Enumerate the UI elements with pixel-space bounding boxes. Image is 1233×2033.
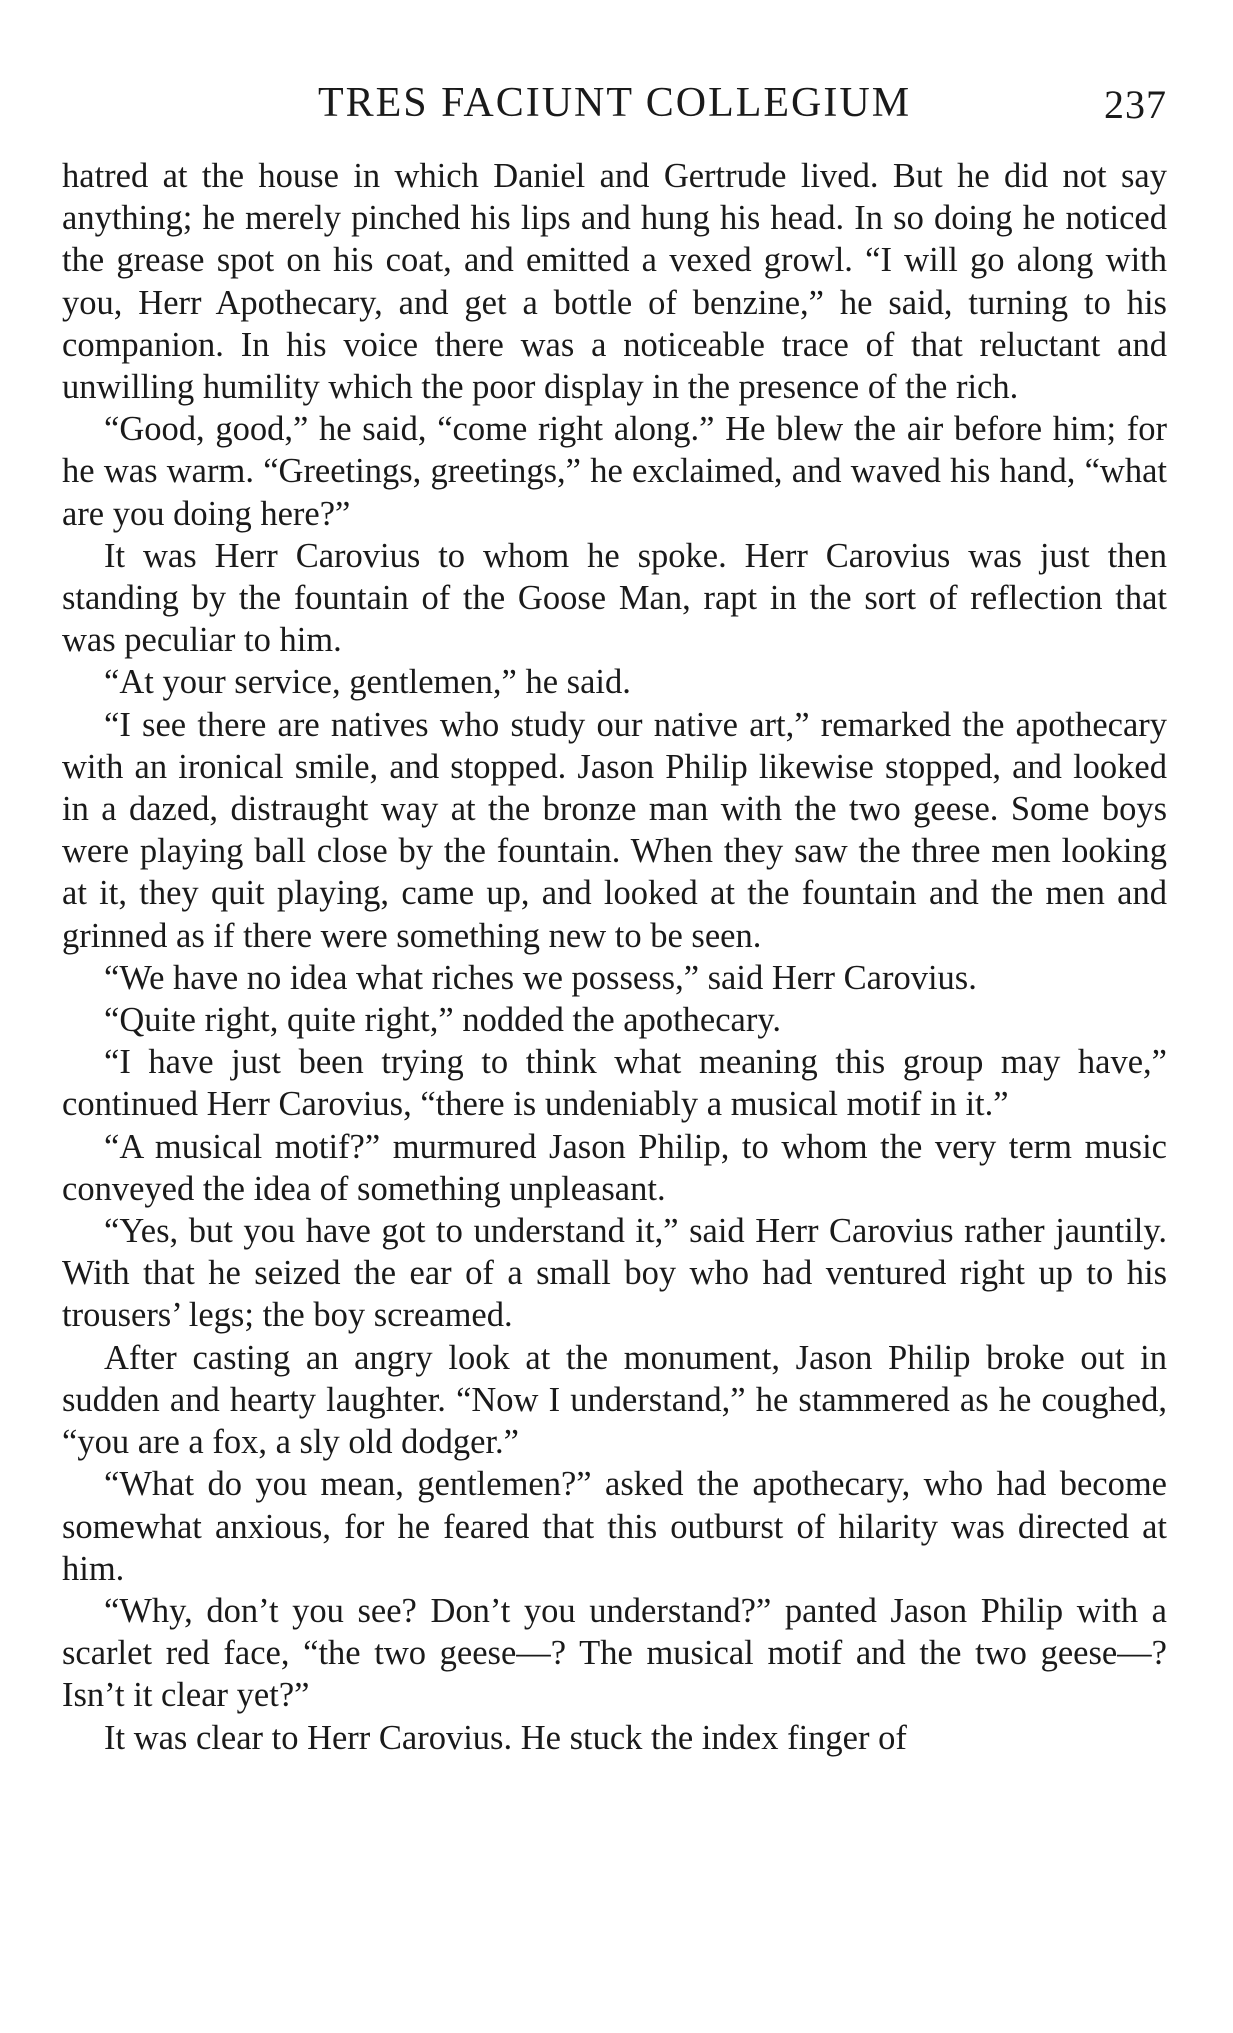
paragraph: hatred at the house in which Daniel and Gertrude lived. But he did not say anything; he merely pinched his lips and hung his head. In so doing he noticed the grease spot on his coat, and emitted a vexed growl. “I will go along with you, Herr Apothecary, and get a bottle of benzine,” he said, turning to his companion. In his voice there was a noticeable trace of that reluctant and unwilling humility which the poor display in the presence of the rich. bbox=[62, 157, 1167, 407]
paragraph: “Why, don’t you see? Don’t you understand?” panted Jason Philip with a scarlet red face, “the two geese—? The musical motif and the two geese—? Isn’t it clear yet?” bbox=[62, 1591, 1167, 1715]
paragraph: “I see there are natives who study our native art,” remarked the apothecary with an ironical smile, and stopped. Jason Philip likewise stopped, and looked in a dazed, distraught way at the bronze man with the two geese. Some boys were playing ball close by the fountain. When they saw the three men looking at it, they quit playing, came up, and looked at the fountain and the men and grinned as if there were something new to be seen. bbox=[62, 705, 1167, 955]
paragraph: “Yes, but you have got to understand it,” said Herr Carovius rather jauntily. With that he seized the ear of a small boy who had ventured right up to his trousers’ legs; the boy screamed. bbox=[62, 1212, 1167, 1335]
paragraph: “At your service, gentlemen,” he said. bbox=[104, 663, 631, 702]
body-text bbox=[62, 155, 1167, 1759]
paragraph: “Good, good,” he said, “come right along.” He blew the air before him; for he was warm. “Greetings, greetings,” he exclaimed, and waved his hand, “what are you doing here?” bbox=[62, 410, 1167, 533]
paragraph: It was Herr Carovius to whom he spoke. Herr Carovius was just then standing by the fountain of the Goose Man, rapt in the sort of reflection that was peculiar to him. bbox=[62, 536, 1167, 660]
paragraph: “A musical motif?” murmured Jason Philip, to whom the very term music conveyed the idea of something unpleasant. bbox=[62, 1127, 1167, 1208]
running-title: TRES FACIUNT COLLEGIUM bbox=[317, 80, 912, 126]
paragraph: “Quite right, quite right,” nodded the apothecary. bbox=[104, 1001, 781, 1040]
page-number: 237 bbox=[1104, 82, 1167, 127]
paragraph: After casting an angry look at the monument, Jason Philip broke out in sudden and hearty laughter. “Now I understand,” he stammered as he coughed, “you are a fox, a sly old dodger.” bbox=[62, 1338, 1167, 1462]
page-header bbox=[62, 76, 1167, 130]
paragraph: “What do you mean, gentlemen?” asked the apothecary, who had become somewhat anxious, for he feared that this outburst of hilarity was directed at him. bbox=[62, 1465, 1167, 1588]
paragraph: “I have just been trying to think what meaning this group may have,” continued Herr Carovius, “there is undeniably a musical motif in it.” bbox=[62, 1043, 1167, 1124]
paragraph: “We have no idea what riches we possess,” said Herr Carovius. bbox=[104, 958, 977, 997]
paragraph: It was clear to Herr Carovius. He stuck the index finger of bbox=[104, 1718, 907, 1757]
